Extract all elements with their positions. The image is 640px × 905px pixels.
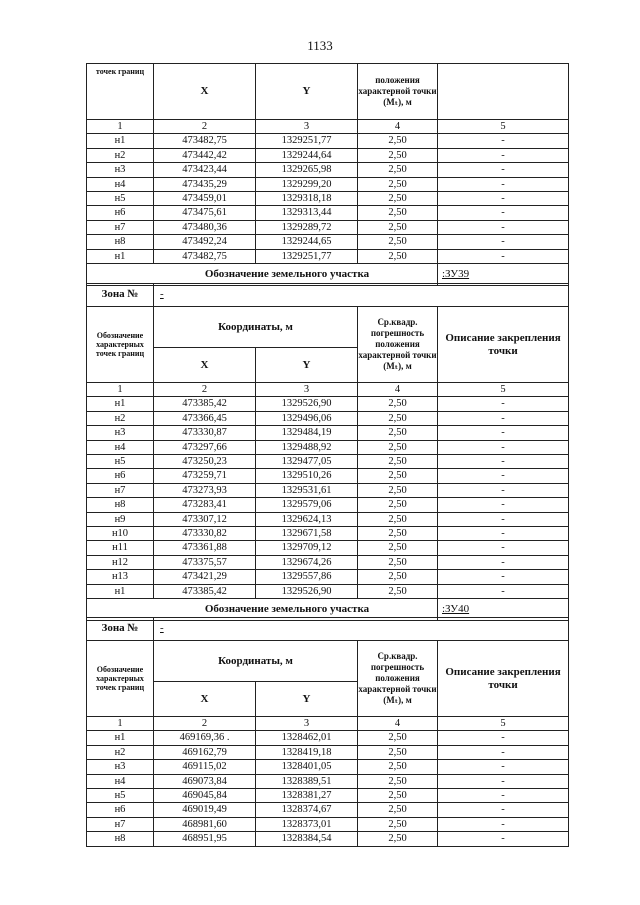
table-row (87, 555, 569, 569)
point-id: н8 (87, 235, 154, 249)
table-row (87, 440, 569, 454)
error-value: 2,50 (358, 570, 438, 584)
column-number: 5 (438, 120, 569, 134)
coord-y: 1329496,06 (256, 411, 358, 425)
description: - (438, 803, 569, 817)
description: - (438, 483, 569, 497)
point-id: н3 (87, 163, 154, 177)
coord-x: 469115,02 (154, 760, 256, 774)
header-description-empty (438, 64, 569, 120)
error-value: 2,50 (358, 134, 438, 148)
coord-y: 1329624,13 (256, 512, 358, 526)
error-value: 2,50 (358, 512, 438, 526)
point-id: н1 (87, 134, 154, 148)
point-id: н1 (87, 249, 154, 263)
coord-y: 1329313,44 (256, 206, 358, 220)
coord-y: 1328419,18 (256, 745, 358, 759)
coord-y: 1329510,26 (256, 469, 358, 483)
coord-x: 473435,29 (154, 177, 256, 191)
table-row (87, 206, 569, 220)
coord-x: 469169,36 . (154, 731, 256, 745)
error-value: 2,50 (358, 426, 438, 440)
table-row (87, 163, 569, 177)
table-row (87, 832, 569, 846)
coord-x: 473250,23 (154, 455, 256, 469)
description: - (438, 541, 569, 555)
description: - (438, 426, 569, 440)
table-row (87, 455, 569, 469)
table-row (87, 235, 569, 249)
table-row (87, 541, 569, 555)
column-number: 5 (438, 717, 569, 731)
coord-y: 1329526,90 (256, 584, 358, 598)
description: - (438, 440, 569, 454)
table-row (87, 731, 569, 745)
description: - (438, 249, 569, 263)
description: - (438, 397, 569, 411)
point-id: н10 (87, 527, 154, 541)
coord-x: 473480,36 (154, 220, 256, 234)
point-id: н2 (87, 411, 154, 425)
header-points: Обозначение характерных точек границ (87, 307, 154, 383)
coord-y: 1328373,01 (256, 817, 358, 831)
coord-x: 469162,79 (154, 745, 256, 759)
point-id: н7 (87, 817, 154, 831)
header-error: положения характерной точки (Mₜ), м (358, 64, 438, 120)
column-number: 1 (87, 717, 154, 731)
coord-y: 1329488,92 (256, 440, 358, 454)
coord-y: 1329318,18 (256, 192, 358, 206)
point-id: н4 (87, 774, 154, 788)
description: - (438, 177, 569, 191)
column-number: 2 (154, 383, 256, 397)
coordinates-table-zu39 (86, 283, 569, 621)
description: - (438, 498, 569, 512)
description: - (438, 745, 569, 759)
description: - (438, 220, 569, 234)
column-number: 3 (256, 717, 358, 731)
description: - (438, 584, 569, 598)
coord-x: 473475,61 (154, 206, 256, 220)
coord-x: 473385,42 (154, 397, 256, 411)
coord-y: 1328401,05 (256, 760, 358, 774)
coord-x: 473273,93 (154, 483, 256, 497)
header-x: X (154, 682, 256, 717)
table-row (87, 584, 569, 598)
coord-y: 1329244,65 (256, 235, 358, 249)
coord-y: 1329251,77 (256, 134, 358, 148)
point-id: н13 (87, 570, 154, 584)
error-value: 2,50 (358, 527, 438, 541)
point-id: н12 (87, 555, 154, 569)
coord-y: 1329557,86 (256, 570, 358, 584)
coord-x: 473459,01 (154, 192, 256, 206)
page-number: 1133 (307, 38, 333, 53)
coordinates-table-continuation (86, 63, 569, 286)
header-y: Y (256, 682, 358, 717)
error-value: 2,50 (358, 455, 438, 469)
error-value: 2,50 (358, 541, 438, 555)
coord-y: 1329477,05 (256, 455, 358, 469)
description: - (438, 134, 569, 148)
table-row (87, 512, 569, 526)
point-id: н6 (87, 206, 154, 220)
coord-y: 1329709,12 (256, 541, 358, 555)
coord-y: 1329299,20 (256, 177, 358, 191)
point-id: н8 (87, 498, 154, 512)
table-row (87, 789, 569, 803)
column-number: 4 (358, 120, 438, 134)
zone-value: - (154, 618, 569, 641)
coord-x: 473442,42 (154, 148, 256, 162)
description: - (438, 527, 569, 541)
column-number: 5 (438, 383, 569, 397)
error-value: 2,50 (358, 483, 438, 497)
coord-y: 1328389,51 (256, 774, 358, 788)
description: - (438, 163, 569, 177)
point-id: н7 (87, 220, 154, 234)
point-id: н9 (87, 512, 154, 526)
description: - (438, 148, 569, 162)
column-number: 2 (154, 717, 256, 731)
table-row (87, 745, 569, 759)
coord-x: 468951,95 (154, 832, 256, 846)
header-points: точек границ (87, 64, 154, 120)
coord-y: 1329244,64 (256, 148, 358, 162)
table-row (87, 498, 569, 512)
coord-y: 1329251,77 (256, 249, 358, 263)
description: - (438, 235, 569, 249)
section-title: Обозначение земельного участка (204, 602, 370, 615)
header-error: Ср.квадр. погрешность положения характерной точки (Mₜ), м (358, 641, 438, 717)
coord-y: 1329671,58 (256, 527, 358, 541)
table-row (87, 483, 569, 497)
description: - (438, 832, 569, 846)
error-value: 2,50 (358, 555, 438, 569)
coord-x: 473297,66 (154, 440, 256, 454)
coord-x: 469073,84 (154, 774, 256, 788)
table-row (87, 411, 569, 425)
error-value: 2,50 (358, 397, 438, 411)
coord-y: 1329531,61 (256, 483, 358, 497)
description: - (438, 192, 569, 206)
coord-y: 1329484,19 (256, 426, 358, 440)
table-row (87, 760, 569, 774)
column-number: 3 (256, 120, 358, 134)
point-id: н2 (87, 148, 154, 162)
point-id: н5 (87, 455, 154, 469)
description: - (438, 789, 569, 803)
coord-x: 473482,75 (154, 134, 256, 148)
header-x: X (154, 64, 256, 120)
coord-x: 473330,82 (154, 527, 256, 541)
table-row (87, 177, 569, 191)
description: - (438, 512, 569, 526)
error-value: 2,50 (358, 498, 438, 512)
header-x: X (154, 348, 256, 383)
error-value: 2,50 (358, 235, 438, 249)
table-row (87, 469, 569, 483)
coord-x: 473492,24 (154, 235, 256, 249)
coord-y: 1328462,01 (256, 731, 358, 745)
error-value: 2,50 (358, 469, 438, 483)
coord-x: 473421,29 (154, 570, 256, 584)
point-id: н6 (87, 803, 154, 817)
coord-y: 1328374,67 (256, 803, 358, 817)
coord-y: 1329526,90 (256, 397, 358, 411)
zone-label: Зона № (87, 284, 154, 307)
column-number: 4 (358, 717, 438, 731)
point-id: н7 (87, 483, 154, 497)
coord-x: 473385,42 (154, 584, 256, 598)
point-id: н6 (87, 469, 154, 483)
coord-x: 473375,57 (154, 555, 256, 569)
table-row (87, 774, 569, 788)
description: - (438, 817, 569, 831)
table-row (87, 148, 569, 162)
point-id: н11 (87, 541, 154, 555)
table-row (87, 134, 569, 148)
error-value: 2,50 (358, 817, 438, 831)
table-row (87, 249, 569, 263)
point-id: н5 (87, 789, 154, 803)
point-id: н1 (87, 584, 154, 598)
error-value: 2,50 (358, 192, 438, 206)
description: - (438, 570, 569, 584)
header-error: Ср.квадр. погрешность положения характерной точки (Mₜ), м (358, 307, 438, 383)
point-id: н4 (87, 177, 154, 191)
point-id: н1 (87, 731, 154, 745)
coord-x: 469045,84 (154, 789, 256, 803)
error-value: 2,50 (358, 731, 438, 745)
error-value: 2,50 (358, 803, 438, 817)
point-id: н1 (87, 397, 154, 411)
error-value: 2,50 (358, 177, 438, 191)
table-row (87, 426, 569, 440)
column-number: 4 (358, 383, 438, 397)
coord-x: 473482,75 (154, 249, 256, 263)
zone-value: - (154, 284, 569, 307)
header-y: Y (256, 64, 358, 120)
point-id: н3 (87, 760, 154, 774)
coord-y: 1328381,27 (256, 789, 358, 803)
coord-y: 1329289,72 (256, 220, 358, 234)
header-points: Обозначение характерных точек границ (87, 641, 154, 717)
table-row (87, 817, 569, 831)
error-value: 2,50 (358, 411, 438, 425)
coord-y: 1328384,54 (256, 832, 358, 846)
coord-x: 473330,87 (154, 426, 256, 440)
error-value: 2,50 (358, 774, 438, 788)
header-coordinates: Координаты, м (154, 641, 358, 682)
error-value: 2,50 (358, 220, 438, 234)
coord-x: 469019,49 (154, 803, 256, 817)
zone-label: Зона № (87, 618, 154, 641)
error-value: 2,50 (358, 584, 438, 598)
coord-y: 1329674,26 (256, 555, 358, 569)
column-number-row (87, 383, 569, 397)
coord-x: 473366,45 (154, 411, 256, 425)
table-row (87, 527, 569, 541)
coord-y: 1329265,98 (256, 163, 358, 177)
coord-x: 468981,60 (154, 817, 256, 831)
error-value: 2,50 (358, 745, 438, 759)
coord-x: 473361,88 (154, 541, 256, 555)
section-title: Обозначение земельного участка (204, 267, 370, 280)
error-value: 2,50 (358, 440, 438, 454)
description: - (438, 731, 569, 745)
error-value: 2,50 (358, 832, 438, 846)
header-coordinates: Координаты, м (154, 307, 358, 348)
table-row (87, 192, 569, 206)
column-number: 3 (256, 383, 358, 397)
header-description: Описание закрепления точки (438, 641, 569, 717)
point-id: н8 (87, 832, 154, 846)
column-number-row (87, 717, 569, 731)
coord-y: 1329579,06 (256, 498, 358, 512)
coord-x: 473283,41 (154, 498, 256, 512)
description: - (438, 774, 569, 788)
description: - (438, 206, 569, 220)
error-value: 2,50 (358, 163, 438, 177)
table-row (87, 397, 569, 411)
parcel-code-zu40: :ЗУ40 (438, 599, 569, 621)
point-id: н2 (87, 745, 154, 759)
point-id: н3 (87, 426, 154, 440)
table-row (87, 803, 569, 817)
column-number: 1 (87, 120, 154, 134)
point-id: н4 (87, 440, 154, 454)
table-row (87, 220, 569, 234)
table-row (87, 570, 569, 584)
description: - (438, 455, 569, 469)
header-description: Описание закрепления точки (438, 307, 569, 383)
error-value: 2,50 (358, 148, 438, 162)
error-value: 2,50 (358, 760, 438, 774)
coord-x: 473423,44 (154, 163, 256, 177)
description: - (438, 411, 569, 425)
coordinates-table-zu40 (86, 617, 569, 847)
error-value: 2,50 (358, 789, 438, 803)
error-value: 2,50 (358, 206, 438, 220)
header-y: Y (256, 348, 358, 383)
parcel-code-zu39: :ЗУ39 (438, 264, 569, 286)
coord-x: 473307,12 (154, 512, 256, 526)
column-number: 1 (87, 383, 154, 397)
description: - (438, 555, 569, 569)
column-number-row (87, 120, 569, 134)
description: - (438, 760, 569, 774)
column-number: 2 (154, 120, 256, 134)
error-value: 2,50 (358, 249, 438, 263)
description: - (438, 469, 569, 483)
coord-x: 473259,71 (154, 469, 256, 483)
point-id: н5 (87, 192, 154, 206)
